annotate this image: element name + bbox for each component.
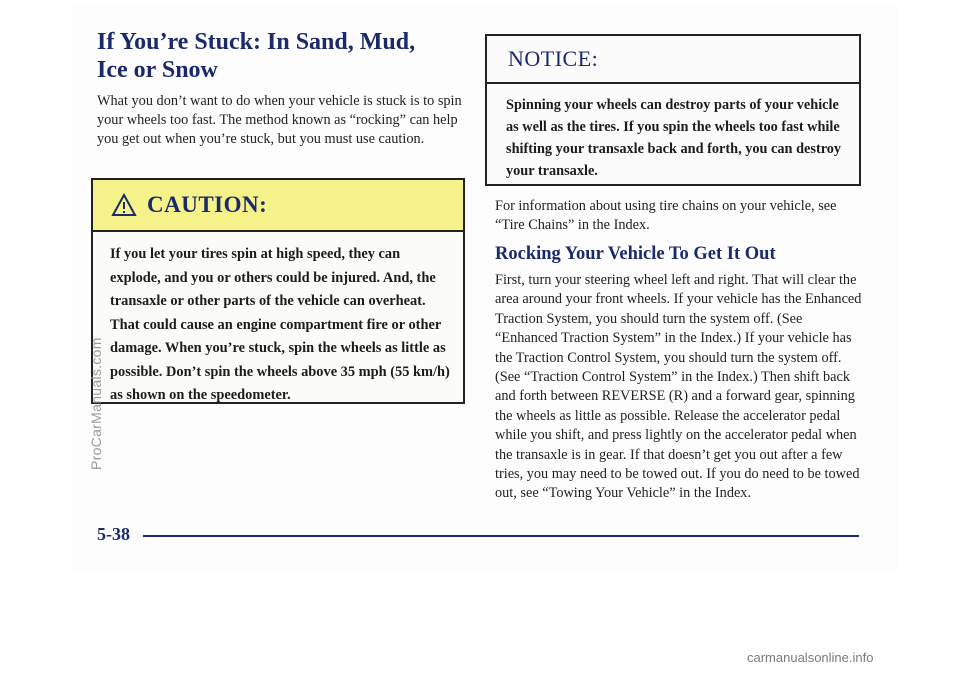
notice-header — [487, 36, 859, 84]
page-title-line1: If You’re Stuck: In Sand, Mud, — [97, 29, 416, 55]
bottom-watermark: carmanualsonline.info — [747, 650, 874, 665]
caution-text: If you let your tires spin at high speed, they can explode, and you or others could be injured. And, the transaxle or other parts of the vehicle can overheat. That could cause an engine compartment fire or other damage. When you’re stuck, spin the wheels as little as possible. Don’t spin the wheels above 35 mph (55 km/h) as shown on the speedometer. — [110, 246, 450, 403]
caution-box — [91, 178, 465, 404]
tire-chains-paragraph: For information about using tire chains on your vehicle, see “Tire Chains” in the Index. — [495, 198, 837, 233]
page-number: 5-38 — [97, 524, 130, 544]
side-watermark: ProCarManuals.com — [88, 337, 104, 470]
notice-title: NOTICE: — [508, 46, 599, 71]
page-title — [97, 28, 457, 84]
section-heading: Rocking Your Vehicle To Get It Out — [495, 244, 776, 264]
rocking-paragraph: First, turn your steering wheel left and right. That will clear the area around your front wheels. If your vehicle has the Enhanced Traction System, you should turn the system off. (See “Enhanced Traction System” in the Index.) If your vehicle has the Traction Control System, you should turn the system off. (See “Traction Control System” in the Index.) Then shift back and forth between REVERSE (R) and a forward gear, spinning the wheels as little as possible. Release the accelerator pedal while you shift, and press lightly on the accelerator pedal when the transaxle is in gear. If that doesn’t get you out after a few tries, you may need to be towed out. If you do need to be towed out, see “Towing Your Vehicle” in the Index. — [495, 272, 862, 502]
caution-header — [93, 180, 463, 232]
footer-rule — [143, 535, 859, 537]
notice-text: Spinning your wheels can destroy parts of your vehicle as well as the tires. If you spin the wheels too fast while shifting your transaxle back and forth, you can destroy your transaxle. — [506, 97, 842, 179]
warning-triangle-icon — [111, 193, 137, 217]
intro-paragraph: What you don’t want to do when your vehicle is stuck is to spin your wheels too fast. The method known as “rocking” can help you get out when you’re stuck, but you must use caution. — [97, 93, 462, 147]
page-title-line2: Ice or Snow — [97, 57, 218, 83]
caution-title: CAUTION: — [147, 192, 268, 217]
notice-box — [485, 34, 861, 186]
